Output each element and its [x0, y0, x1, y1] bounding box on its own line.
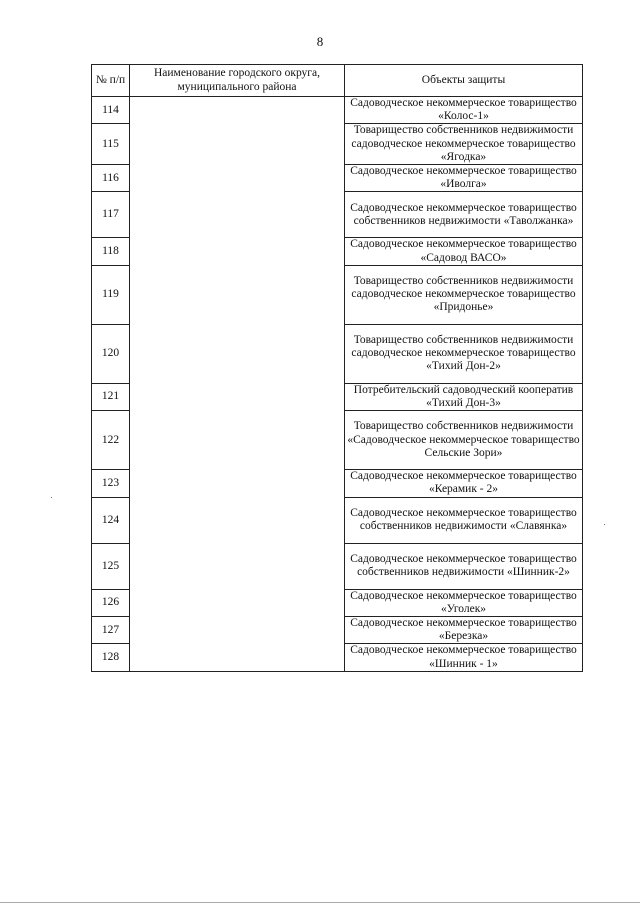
row-number: 124: [92, 497, 130, 543]
protection-object: Товарищество собственников недвижимости садоводческое некоммерческое товарищество «Ягодка»: [345, 124, 583, 165]
protection-object: Садоводческое некоммерческое товарищество «Садовод ВАСО»: [345, 238, 583, 265]
protection-object: Садоводческое некоммерческое товарищество «Уголек»: [345, 589, 583, 616]
protection-object: Садоводческое некоммерческое товарищество «Иволга»: [345, 165, 583, 192]
protection-object: Садоводческое некоммерческое товарищество собственников недвижимости «Славянка»: [345, 497, 583, 543]
region-name-cell: [130, 97, 345, 672]
header-objects: Объекты защиты: [345, 65, 583, 97]
protection-object: Потребительский садоводческий кооператив «Тихий Дон-3»: [345, 383, 583, 410]
page-bottom-edge: [0, 902, 640, 903]
row-number: 118: [92, 238, 130, 265]
header-num: № п/п: [92, 65, 130, 97]
row-number: 119: [92, 265, 130, 324]
row-number: 123: [92, 470, 130, 497]
row-number: 116: [92, 165, 130, 192]
row-number: 125: [92, 543, 130, 589]
protection-object: Садоводческое некоммерческое товарищество «Березка»: [345, 617, 583, 644]
protection-object: Садоводческое некоммерческое товарищество «Керамик - 2»: [345, 470, 583, 497]
protection-object: Садоводческое некоммерческое товарищество «Шинник - 1»: [345, 644, 583, 671]
row-number: 126: [92, 589, 130, 616]
protection-object: Садоводческое некоммерческое товарищество собственников недвижимости «Шинник-2»: [345, 543, 583, 589]
protection-objects-table: [91, 64, 583, 672]
row-number: 117: [92, 192, 130, 238]
header-name: Наименование городского округа, муниципального района: [130, 65, 345, 97]
protection-object: Товарищество собственников недвижимости садоводческое некоммерческое товарищество «Тихий Дон-2»: [345, 324, 583, 383]
protection-object: Товарищество собственников недвижимости садоводческое некоммерческое товарищество «Придонье»: [345, 265, 583, 324]
row-number: 122: [92, 411, 130, 470]
scan-speck: [604, 524, 605, 525]
row-number: 121: [92, 383, 130, 410]
scan-speck: [51, 497, 52, 498]
table-header-row: [92, 65, 583, 97]
protection-object: Садоводческое некоммерческое товарищество «Колос-1»: [345, 97, 583, 124]
table-body: [92, 97, 583, 672]
row-number: 120: [92, 324, 130, 383]
row-number: 115: [92, 124, 130, 165]
table-row: [92, 97, 583, 124]
protection-object: Товарищество собственников недвижимости «Садоводческое некоммерческое товарищество Сельские Зори»: [345, 411, 583, 470]
protection-object: Садоводческое некоммерческое товарищество собственников недвижимости «Таволжанка»: [345, 192, 583, 238]
page-number: 8: [316, 34, 324, 49]
row-number: 127: [92, 617, 130, 644]
row-number: 128: [92, 644, 130, 671]
row-number: 114: [92, 97, 130, 124]
